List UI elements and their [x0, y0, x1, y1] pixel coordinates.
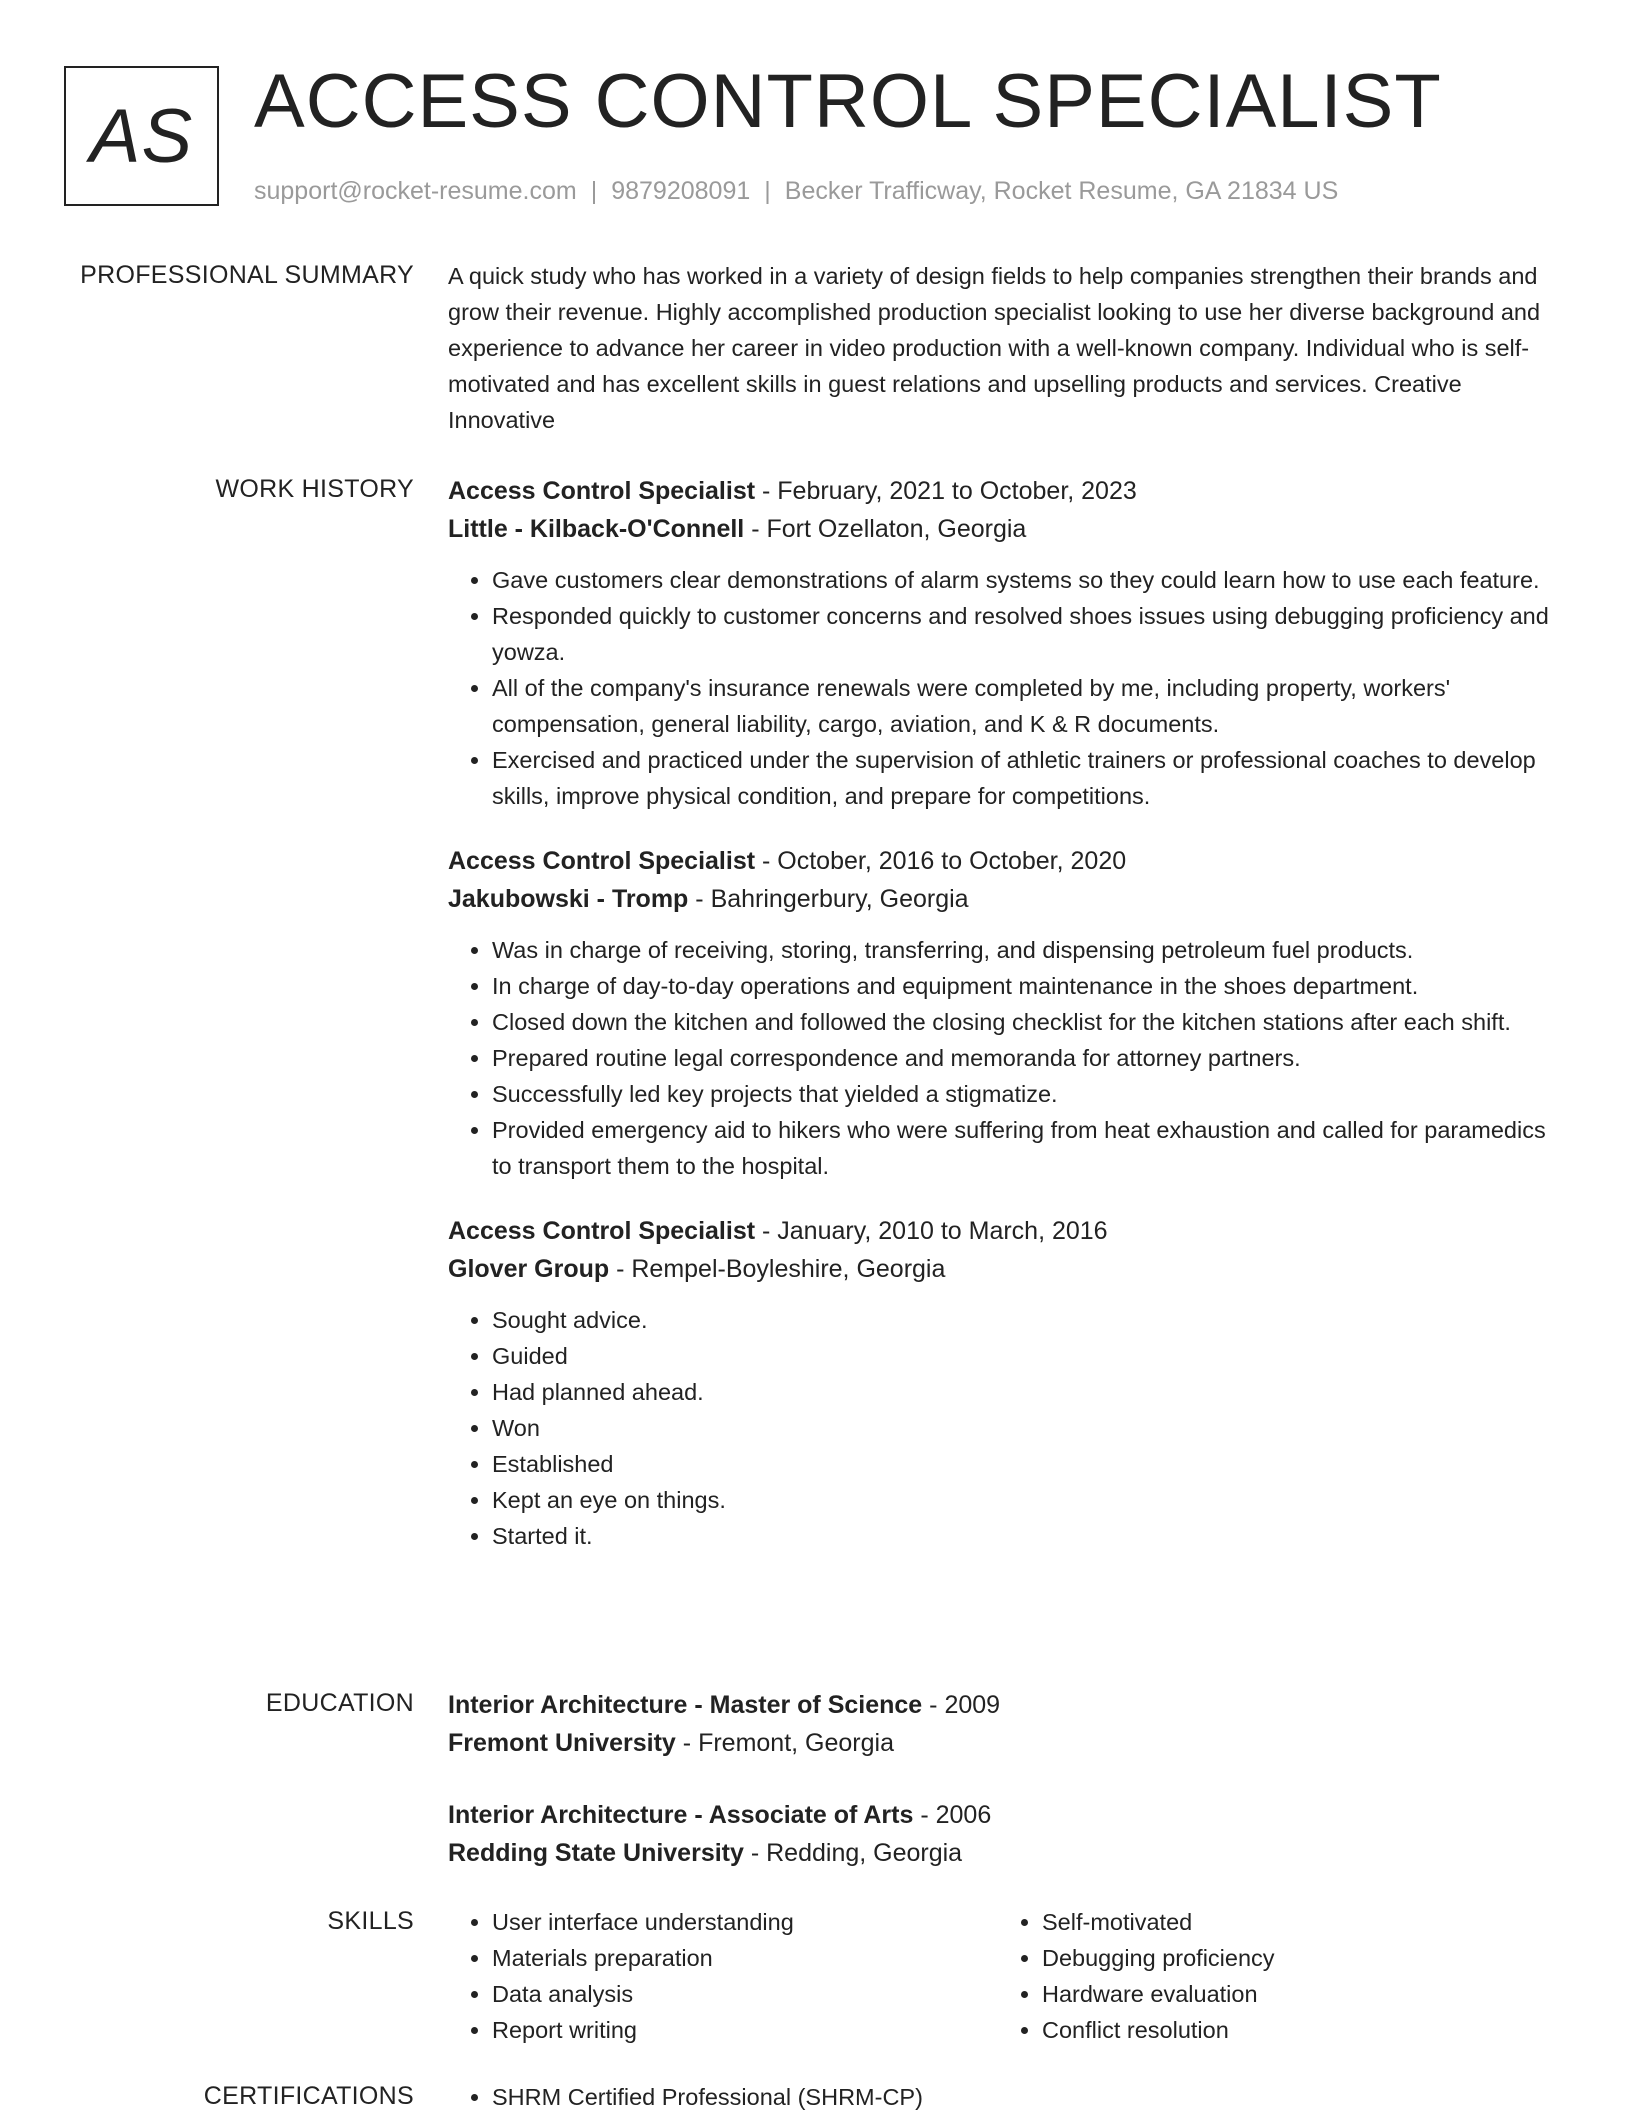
degree-year: 2006 [935, 1801, 992, 1829]
skills-body [448, 1904, 1566, 2048]
job-title: Access Control Specialist [448, 477, 756, 505]
dash-separator: - [755, 477, 778, 505]
skill-item: • Report writing [492, 2012, 998, 2048]
skill-item: • Hardware evaluation [1042, 1976, 1548, 2012]
job-company-line [448, 880, 1566, 918]
school-location: Fremont, Georgia [698, 1729, 894, 1757]
job-bullet: • Won [492, 1410, 1566, 1446]
dash-separator: - [755, 1217, 778, 1245]
job-bullet: • All of the company's insurance renewals were completed by me, including property, workers' compensation, general liability, cargo, aviation, and K & R documents. [492, 670, 1566, 742]
skill-item: • Conflict resolution [1042, 2012, 1548, 2048]
skills-column-left [448, 1904, 998, 2048]
job-company: Glover Group [448, 1255, 610, 1283]
dash-separator: - [675, 1729, 699, 1757]
resume-title: ACCESS CONTROL SPECIALIST [254, 59, 1442, 144]
skill-item: • Debugging proficiency [1042, 1940, 1548, 1976]
job-company: Jakubowski - Tromp [448, 885, 689, 913]
phone-text: 9879208091 [611, 177, 751, 205]
section-label-summary: PROFESSIONAL SUMMARY [80, 261, 414, 289]
education-entry [448, 1796, 1566, 1872]
job-dates: January, 2010 to March, 2016 [777, 1217, 1108, 1245]
degree-line [448, 1686, 1566, 1724]
job-bullet: • Guided [492, 1338, 1566, 1374]
work-history-body [448, 472, 1566, 1582]
summary-body [448, 258, 1566, 438]
email-text: support@rocket-resume.com [254, 177, 577, 205]
address-text: Becker Trafficway, Rocket Resume, GA 21834 US [784, 177, 1339, 205]
job-bullets [448, 1302, 1566, 1554]
contact-line [254, 174, 1338, 208]
job-bullet: • In charge of day-to-day operations and equipment maintenance in the shoes department. [492, 968, 1566, 1004]
job-bullet: • Provided emergency aid to hikers who were suffering from heat exhaustion and called for paramedics to transport them to the hospital. [492, 1112, 1566, 1184]
job-bullet: • Gave customers clear demonstrations of alarm systems so they could learn how to use each feature. [492, 562, 1566, 598]
job-bullet: • Was in charge of receiving, storing, transferring, and dispensing petroleum fuel products. [492, 932, 1566, 968]
degree-name: Interior Architecture - Master of Science [448, 1691, 923, 1719]
job-location: Bahringerbury, Georgia [710, 885, 969, 913]
dash-separator: - [688, 885, 711, 913]
skills-column-right [998, 1904, 1548, 2048]
section-label-work-history: WORK HISTORY [215, 475, 414, 503]
education-body [448, 1686, 1566, 1906]
job-company-line [448, 510, 1566, 548]
school-line [448, 1834, 1566, 1872]
skill-item: • User interface understanding [492, 1904, 998, 1940]
dash-separator: - [913, 1801, 936, 1829]
job-company: Little - Kilback-O'Connell [448, 515, 745, 543]
education-entry [448, 1686, 1566, 1762]
dash-separator: - [755, 847, 778, 875]
job-bullets [448, 562, 1566, 814]
degree-year: 2009 [944, 1691, 1001, 1719]
job-bullet: • Responded quickly to customer concerns and resolved shoes issues using debugging proficiency and yowza. [492, 598, 1566, 670]
skill-item: • Materials preparation [492, 1940, 998, 1976]
job-dates: February, 2021 to October, 2023 [777, 477, 1137, 505]
section-label-certifications: CERTIFICATIONS [203, 2082, 414, 2110]
job-dates: October, 2016 to October, 2020 [777, 847, 1127, 875]
school-name: Fremont University [448, 1729, 676, 1757]
job-bullet: • Sought advice. [492, 1302, 1566, 1338]
job-title-line [448, 472, 1566, 510]
dash-separator: - [744, 515, 767, 543]
contact-separator: | [590, 177, 598, 205]
job-bullet: • Exercised and practiced under the supervision of athletic trainers or professional coaches to develop skills, improve physical condition, and prepare for competitions. [492, 742, 1566, 814]
school-name: Redding State University [448, 1839, 744, 1867]
skills-grid [448, 1904, 1566, 2048]
job-entry [448, 472, 1566, 814]
job-bullet: • Successfully led key projects that yielded a stigmatize. [492, 1076, 1566, 1112]
job-entry [448, 1212, 1566, 1554]
job-title: Access Control Specialist [448, 847, 756, 875]
job-bullet: • Started it. [492, 1518, 1566, 1554]
job-bullet: • Established [492, 1446, 1566, 1482]
certification-item: • SHRM Certified Professional (SHRM-CP) [492, 2079, 1566, 2115]
dash-separator: - [609, 1255, 632, 1283]
summary-text: A quick study who has worked in a variety of design fields to help companies strengthen their brands and grow their revenue. Highly accomplished production specialist looking to use her diverse background and experience to advance her career in video production with a well-known company. Individual who is self-motivated and has excellent skills in guest relations and upselling products and services. Creative Innovative [448, 263, 1541, 433]
dash-separator: - [743, 1839, 767, 1867]
job-location: Rempel-Boyleshire, Georgia [631, 1255, 946, 1283]
section-label-skills: SKILLS [327, 1907, 414, 1935]
job-location: Fort Ozellaton, Georgia [766, 515, 1027, 543]
certifications-body [448, 2079, 1566, 2115]
job-company-line [448, 1250, 1566, 1288]
job-bullet: • Had planned ahead. [492, 1374, 1566, 1410]
job-entry [448, 842, 1566, 1184]
job-bullets [448, 932, 1566, 1184]
school-location: Redding, Georgia [766, 1839, 963, 1867]
dash-separator: - [922, 1691, 945, 1719]
section-label-education: EDUCATION [265, 1689, 414, 1717]
degree-name: Interior Architecture - Associate of Arts [448, 1801, 914, 1829]
degree-line [448, 1796, 1566, 1834]
skill-item: • Data analysis [492, 1976, 998, 2012]
contact-separator: | [764, 177, 771, 205]
skill-item: • Self-motivated [1042, 1904, 1548, 1940]
job-bullet: • Kept an eye on things. [492, 1482, 1566, 1518]
job-title-line [448, 842, 1566, 880]
job-bullet: • Prepared routine legal correspondence and memoranda for attorney partners. [492, 1040, 1566, 1076]
monogram-badge: AS [64, 66, 219, 206]
job-bullet: • Closed down the kitchen and followed the closing checklist for the kitchen stations after each shift. [492, 1004, 1566, 1040]
job-title: Access Control Specialist [448, 1217, 756, 1245]
job-title-line [448, 1212, 1566, 1250]
school-line [448, 1724, 1566, 1762]
